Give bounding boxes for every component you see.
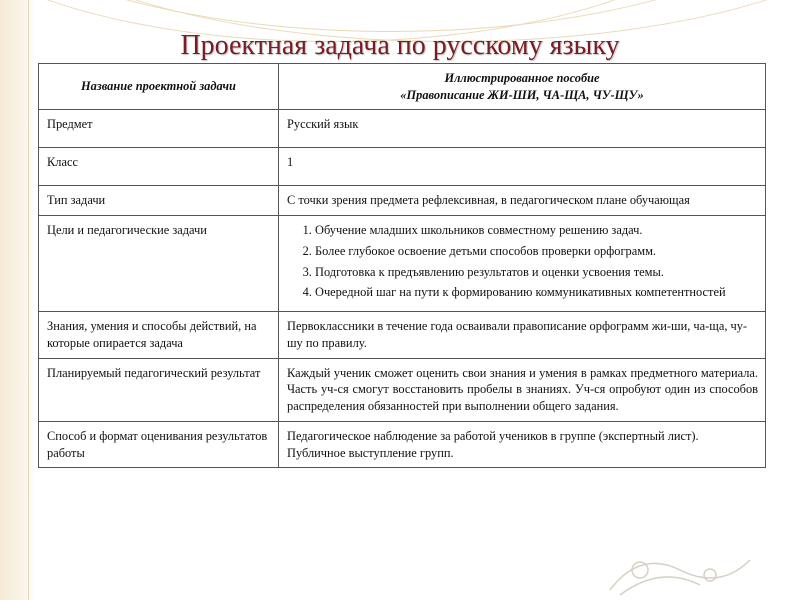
table-header-row xyxy=(39,64,766,110)
table-row-result xyxy=(39,358,766,421)
header-cell-title xyxy=(279,64,766,110)
header-title-line2: «Правописание ЖИ-ШИ, ЧА-ЩА, ЧУ-ЩУ» xyxy=(400,87,644,102)
project-table xyxy=(38,63,766,468)
goals-list xyxy=(287,222,758,301)
row-label: Знания, умения и способы действий, на которые опирается задача xyxy=(39,312,279,358)
page-title: Проектная задача по русскому языку xyxy=(180,30,620,61)
row-value xyxy=(279,421,766,467)
row-value: Первоклассники в течение года осваивали правописание орфограмм жи-ши, ча-ща, чу-шу по правилу. xyxy=(279,312,766,358)
row-label: Способ и формат оценивания результатов работы xyxy=(39,421,279,467)
row-value: Русский язык xyxy=(279,110,766,148)
left-decoration xyxy=(0,0,36,600)
row-value xyxy=(279,216,766,312)
table-row-assessment xyxy=(39,421,766,467)
list-item: 4. Очередной шаг на пути к формированию коммуникативных компетентностей xyxy=(315,284,758,301)
ornament-icon xyxy=(600,530,760,600)
row-label: Цели и педагогические задачи xyxy=(39,216,279,312)
row-value: Каждый ученик сможет оценить свои знания и умения в рамках предметного материала. Часть уч-ся смогут восстановить пробелы в знаниях. Уч-ся опробуют один из способов распределения обязанностей при выполнении общего задания. xyxy=(279,358,766,421)
table-row-subject xyxy=(39,110,766,148)
assessment-line1: Педагогическое наблюдение за работой учеников в группе (экспертный лист). xyxy=(287,428,699,443)
assessment-line2: Публичное выступление групп. xyxy=(287,445,454,460)
row-label: Класс xyxy=(39,148,279,186)
row-label: Планируемый педагогический результат xyxy=(39,358,279,421)
table-row-task-type xyxy=(39,186,766,216)
header-title-line1: Иллюстрированное пособие xyxy=(444,71,600,85)
list-item: 1. Обучение младших школьников совместному решению задач. xyxy=(315,222,758,239)
row-value: 1 xyxy=(279,148,766,186)
table-row-grade xyxy=(39,148,766,186)
row-value: С точки зрения предмета рефлексивная, в педагогическом плане обучающая xyxy=(279,186,766,216)
table-row-goals xyxy=(39,216,766,312)
row-label: Тип задачи xyxy=(39,186,279,216)
list-item: 2. Более глубокое освоение детьми способов проверки орфограмм. xyxy=(315,243,758,260)
row-label: Предмет xyxy=(39,110,279,148)
table-row-knowledge xyxy=(39,312,766,358)
header-cell-name: Название проектной задачи xyxy=(39,64,279,110)
left-decoration-line xyxy=(28,0,29,600)
list-item: 3. Подготовка к предъявлению результатов и оценки усвоения темы. xyxy=(315,264,758,281)
